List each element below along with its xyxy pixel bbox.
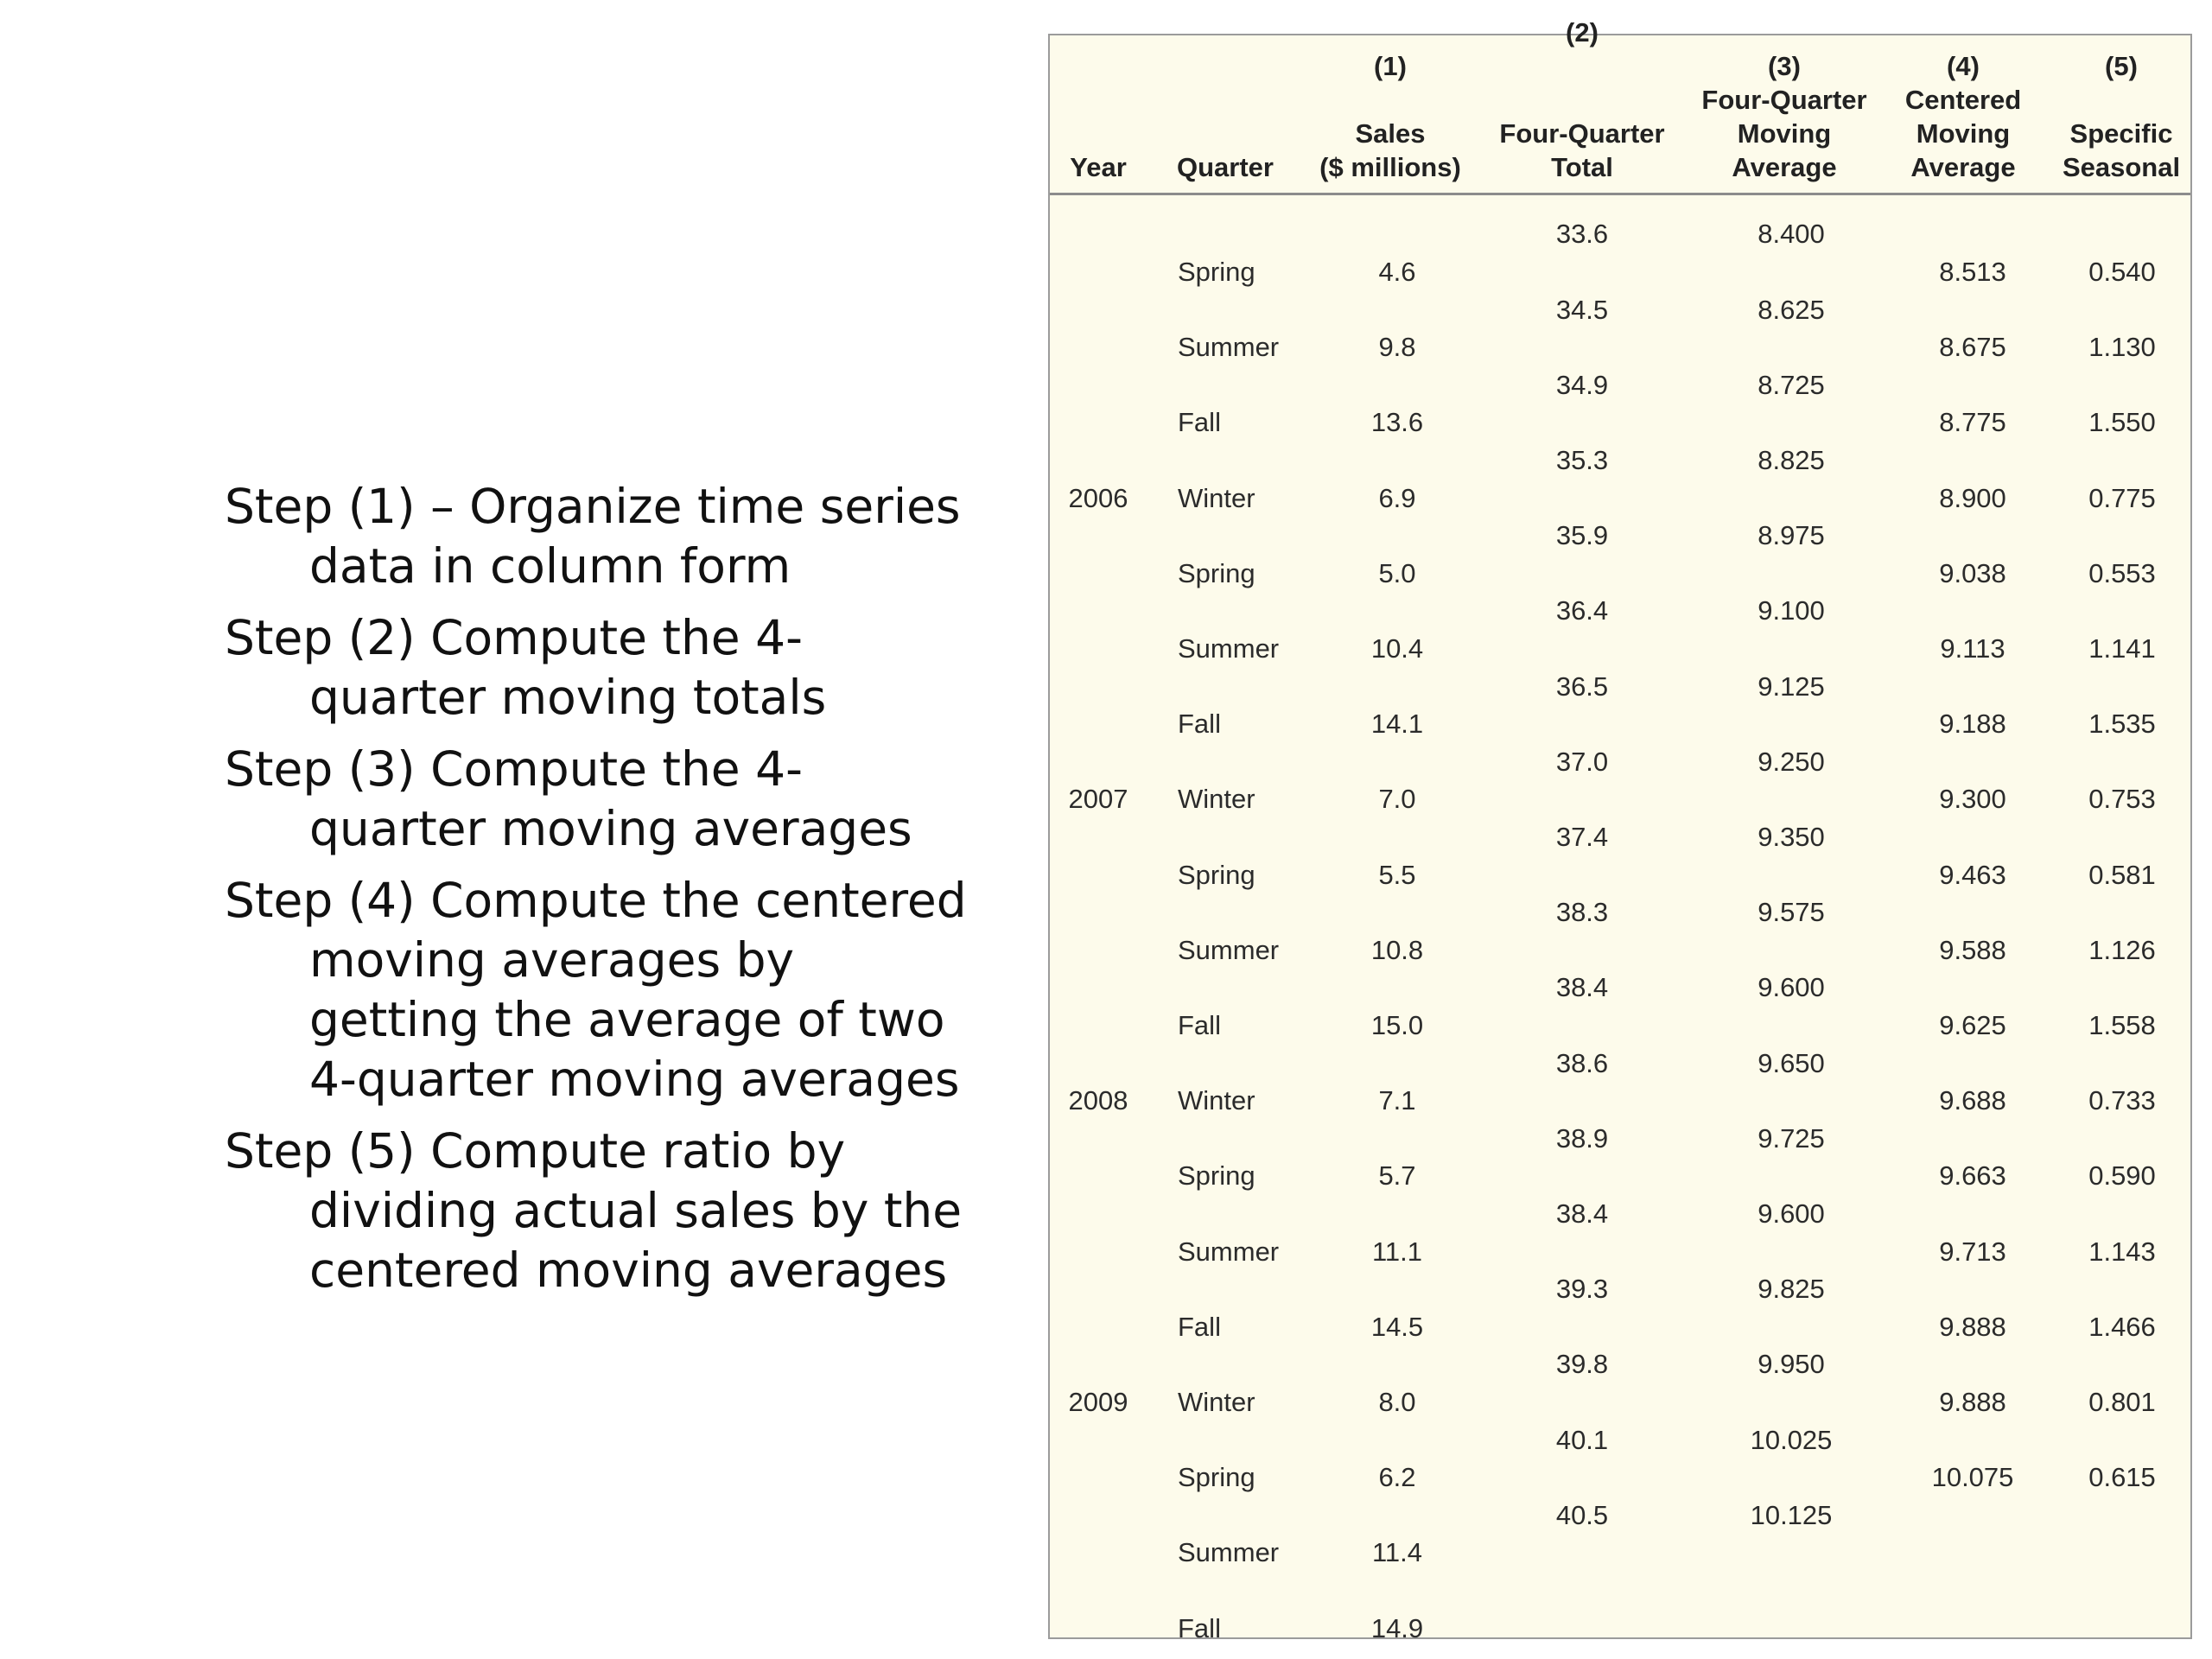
cell-moving-average: 9.250 <box>1758 746 1825 777</box>
cell-specific-seasonal: 1.535 <box>2088 709 2156 740</box>
cell-moving-average: 8.825 <box>1758 445 1825 475</box>
cell-four-quarter-total: 34.9 <box>1555 369 1609 400</box>
cell-quarter: Spring <box>1178 1160 1255 1192</box>
header-moving-average: (3) Four-Quarter Moving Average <box>1701 51 1867 182</box>
cell-moving-average: 10.125 <box>1750 1499 1833 1530</box>
cell-sales: 10.4 <box>1370 633 1424 664</box>
cell-quarter: Winter <box>1178 1387 1255 1417</box>
cell-moving-average: 10.025 <box>1750 1424 1833 1455</box>
cell-sales: 13.6 <box>1370 407 1424 438</box>
cell-sales: 5.0 <box>1378 557 1416 588</box>
step-1-text: Step (1) – Organize time series data in column form <box>225 479 961 594</box>
cell-centered-moving-average: 9.688 <box>1939 1085 2006 1116</box>
cell-four-quarter-total: 35.3 <box>1555 445 1609 475</box>
cell-quarter: Spring <box>1178 557 1255 588</box>
cell-centered-moving-average: 8.900 <box>1939 482 2006 513</box>
cell-sales: 9.8 <box>1378 332 1416 363</box>
cell-specific-seasonal: 0.775 <box>2088 482 2156 513</box>
cell-quarter: Spring <box>1178 1462 1255 1493</box>
cell-four-quarter-total: 38.3 <box>1555 897 1609 928</box>
cell-sales: 14.5 <box>1370 1311 1424 1342</box>
cell-sales: 11.1 <box>1371 1236 1423 1267</box>
cell-quarter: Winter <box>1178 1085 1255 1116</box>
cell-moving-average: 9.825 <box>1758 1274 1825 1305</box>
cell-specific-seasonal: 1.126 <box>2088 934 2156 965</box>
cell-year: 2006 <box>1068 482 1128 513</box>
cell-specific-seasonal: 1.466 <box>2088 1311 2156 1342</box>
cell-sales: 5.7 <box>1378 1160 1416 1192</box>
cell-specific-seasonal: 0.801 <box>2088 1387 2156 1417</box>
cell-moving-average: 9.350 <box>1758 822 1825 852</box>
step-3-text: Step (3) Compute the 4-quarter moving averages <box>225 741 912 856</box>
cell-sales: 7.1 <box>1378 1085 1416 1116</box>
cell-moving-average: 8.400 <box>1758 219 1825 250</box>
cell-four-quarter-total: 38.4 <box>1555 1198 1609 1229</box>
cell-centered-moving-average: 9.663 <box>1939 1160 2006 1192</box>
cell-centered-moving-average: 8.675 <box>1939 332 2006 363</box>
cell-specific-seasonal: 1.558 <box>2088 1010 2156 1040</box>
seasonal-index-table <box>1048 17 2192 1643</box>
cell-centered-moving-average: 9.888 <box>1939 1387 2006 1417</box>
cell-quarter: Summer <box>1178 332 1280 363</box>
cell-centered-moving-average: 9.300 <box>1939 784 2006 815</box>
cell-sales: 5.5 <box>1378 859 1416 890</box>
cell-moving-average: 9.650 <box>1758 1047 1825 1078</box>
cell-specific-seasonal: 1.550 <box>2088 407 2156 438</box>
cell-quarter: Summer <box>1178 1537 1280 1568</box>
cell-four-quarter-total: 40.1 <box>1555 1424 1609 1455</box>
cell-four-quarter-total: 33.6 <box>1555 219 1609 250</box>
cell-moving-average: 9.950 <box>1758 1349 1825 1380</box>
cell-quarter: Fall <box>1178 1010 1221 1040</box>
cell-sales: 6.9 <box>1378 482 1416 513</box>
cell-four-quarter-total: 37.4 <box>1555 822 1609 852</box>
cell-year: 2007 <box>1068 784 1128 815</box>
cell-quarter: Fall <box>1178 1311 1221 1342</box>
cell-quarter: Summer <box>1178 934 1280 965</box>
cell-quarter: Fall <box>1178 407 1221 438</box>
cell-specific-seasonal: 1.143 <box>2088 1236 2156 1267</box>
cell-specific-seasonal: 0.615 <box>2088 1462 2156 1493</box>
cell-specific-seasonal: 1.141 <box>2088 633 2156 664</box>
cell-quarter: Summer <box>1178 633 1280 664</box>
cell-specific-seasonal: 0.733 <box>2088 1085 2156 1116</box>
cell-centered-moving-average: 9.625 <box>1939 1010 2006 1040</box>
cell-centered-moving-average: 10.075 <box>1931 1462 2014 1493</box>
header-specific-seasonal: (5) Specific Seasonal <box>2062 51 2181 182</box>
cell-four-quarter-total: 36.5 <box>1555 671 1609 702</box>
cell-four-quarter-total: 38.6 <box>1555 1047 1609 1078</box>
cell-specific-seasonal: 1.130 <box>2088 332 2156 363</box>
cell-four-quarter-total: 35.9 <box>1555 520 1609 551</box>
cell-specific-seasonal: 0.581 <box>2088 859 2156 890</box>
cell-sales: 10.8 <box>1370 934 1424 965</box>
header-year: Year <box>1070 152 1127 182</box>
table-header <box>1050 17 2190 195</box>
cell-four-quarter-total: 36.4 <box>1555 595 1609 626</box>
cell-sales: 14.1 <box>1370 709 1424 740</box>
cell-centered-moving-average: 8.775 <box>1939 407 2006 438</box>
cell-moving-average: 8.725 <box>1758 369 1825 400</box>
cell-centered-moving-average: 9.588 <box>1939 934 2006 965</box>
cell-moving-average: 9.125 <box>1758 671 1825 702</box>
cell-quarter: Winter <box>1178 482 1255 513</box>
cell-sales: 6.2 <box>1378 1462 1416 1493</box>
cell-centered-moving-average: 9.038 <box>1939 557 2006 588</box>
step-2-text: Step (2) Compute the 4-quarter moving totals <box>225 610 827 725</box>
header-four-quarter-total: (2) Four-Quarter Total <box>1499 17 1665 182</box>
cell-specific-seasonal: 0.590 <box>2088 1160 2156 1192</box>
cell-centered-moving-average: 9.888 <box>1939 1311 2006 1342</box>
cell-sales: 7.0 <box>1378 784 1416 815</box>
cell-sales: 11.4 <box>1371 1537 1423 1568</box>
cell-centered-moving-average: 8.513 <box>1939 257 2006 287</box>
cell-sales: 14.9 <box>1370 1612 1424 1643</box>
cell-four-quarter-total: 40.5 <box>1555 1499 1609 1530</box>
cell-four-quarter-total: 37.0 <box>1555 746 1609 777</box>
cell-year: 2009 <box>1068 1387 1128 1417</box>
cell-centered-moving-average: 9.188 <box>1939 709 2006 740</box>
cell-specific-seasonal: 0.753 <box>2088 784 2156 815</box>
cell-specific-seasonal: 0.553 <box>2088 557 2156 588</box>
cell-four-quarter-total: 38.4 <box>1555 972 1609 1003</box>
cell-moving-average: 9.600 <box>1758 1198 1825 1229</box>
cell-moving-average: 9.100 <box>1758 595 1825 626</box>
cell-centered-moving-average: 9.463 <box>1939 859 2006 890</box>
cell-moving-average: 9.600 <box>1758 972 1825 1003</box>
cell-quarter: Summer <box>1178 1236 1280 1267</box>
step-list <box>225 477 968 1313</box>
cell-four-quarter-total: 39.3 <box>1555 1274 1609 1305</box>
header-centered-moving-average: (4) Centered Moving Average <box>1904 51 2022 182</box>
cell-specific-seasonal: 0.540 <box>2088 257 2156 287</box>
header-quarter: Quarter <box>1177 152 1274 182</box>
cell-four-quarter-total: 39.8 <box>1555 1349 1609 1380</box>
header-sales: (1) Sales ($ millions) <box>1319 51 1461 182</box>
cell-quarter: Spring <box>1178 257 1255 287</box>
cell-quarter: Fall <box>1178 709 1221 740</box>
cell-centered-moving-average: 9.713 <box>1939 1236 2006 1267</box>
cell-year: 2008 <box>1068 1085 1128 1116</box>
cell-quarter: Spring <box>1178 859 1255 890</box>
cell-sales: 8.0 <box>1378 1387 1416 1417</box>
cell-sales: 4.6 <box>1378 257 1416 287</box>
cell-four-quarter-total: 34.5 <box>1555 294 1609 325</box>
step-4-text: Step (4) Compute the centered moving averages by getting the average of two 4-quarter moving averages <box>225 873 967 1107</box>
cell-moving-average: 9.725 <box>1758 1122 1825 1154</box>
cell-four-quarter-total: 38.9 <box>1555 1122 1609 1154</box>
cell-moving-average: 9.575 <box>1758 897 1825 928</box>
cell-quarter: Winter <box>1178 784 1255 815</box>
step-5-text: Step (5) Compute ratio by dividing actual sales by the centered moving averages <box>225 1123 963 1298</box>
cell-moving-average: 8.625 <box>1758 294 1825 325</box>
cell-quarter: Fall <box>1178 1612 1221 1643</box>
cell-centered-moving-average: 9.113 <box>1940 633 2005 664</box>
cell-moving-average: 8.975 <box>1758 520 1825 551</box>
cell-sales: 15.0 <box>1370 1010 1424 1040</box>
